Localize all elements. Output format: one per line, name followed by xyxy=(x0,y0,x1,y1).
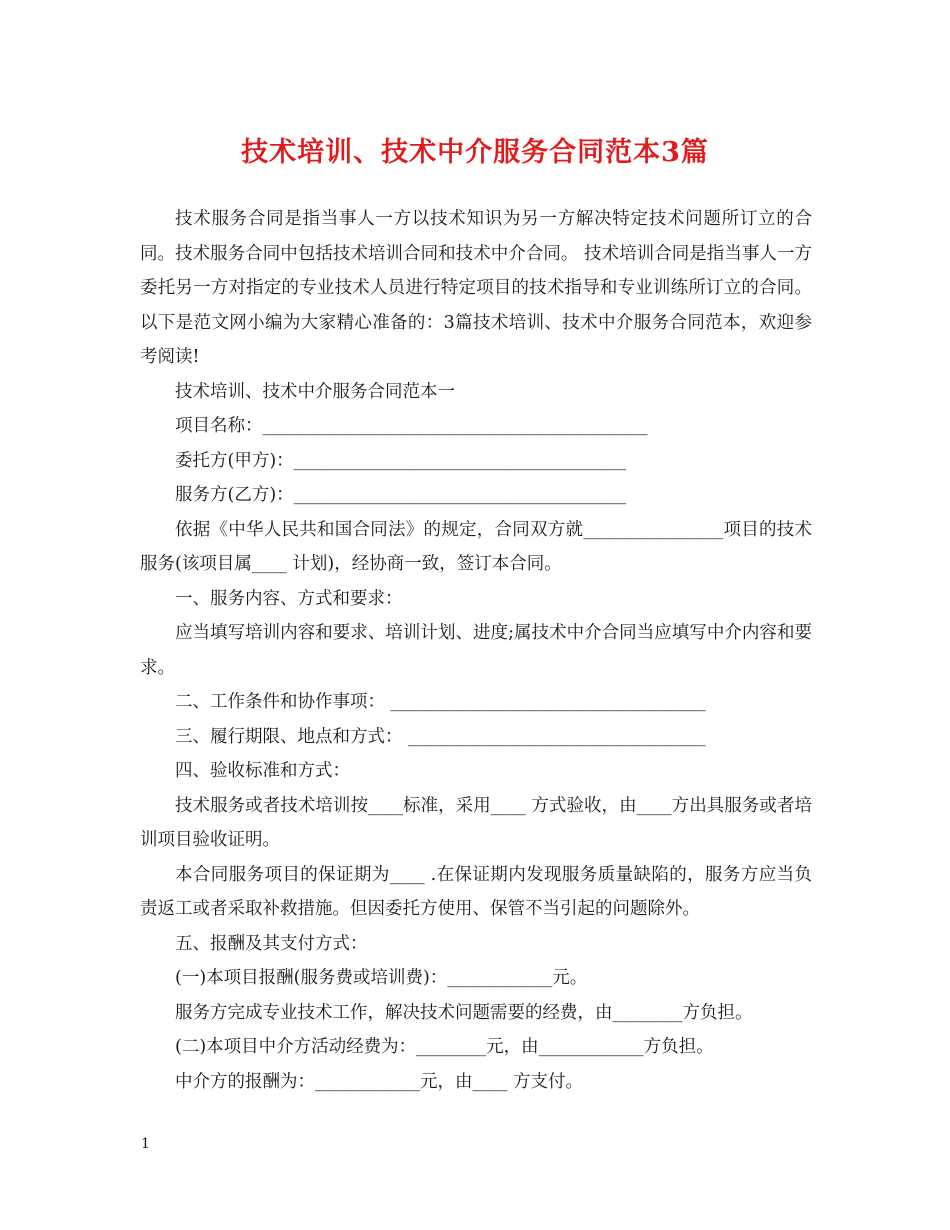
service-content-paragraph: 应当填写培训内容和要求、培训计划、进度;属技术中介合同当应填写中介内容和要求。 xyxy=(140,623,812,678)
document-body xyxy=(140,202,812,1099)
section-heading-contract-one: 技术培训、技术中介服务合同范本一 xyxy=(175,381,455,402)
clause-heading-work-conditions: 二、工作条件和协作事项： ____________________________________ xyxy=(175,692,706,712)
intro-paragraph: 技术服务合同是指当事人一方以技术知识为另一方解决特定技术问题所订立的合同。技术服务合同中包括技术培训合同和技术中介合同。 技术培训合同是指当事人一方委托另一方对指定的专业技术人员进行特定项目的技术指导和专业训练所订立的合同。以下是范文网小编为大家精心准备的：3篇技术培训、技术中介服务合同范本，欢迎参考阅读! xyxy=(140,209,812,367)
clause-heading-acceptance: 四、验收标准和方式： xyxy=(175,761,350,781)
document-title: 技术培训、技术中介服务合同范本3篇 xyxy=(241,137,709,168)
page-number: 1 xyxy=(141,1136,150,1152)
warranty-paragraph: 本合同服务项目的保证期为____ .在保证期内发现服务质量缺陷的，服务方应当负责返工或者采取补救措施。但因委托方使用、保管不当引起的问题除外。 xyxy=(140,864,812,919)
acceptance-paragraph: 技术服务或者技术培训按____标准，采用____ 方式验收，由____方出具服务或者培训项目验收证明。 xyxy=(140,795,812,850)
clause-heading-performance-term: 三、履行期限、地点和方式： __________________________________ xyxy=(175,726,706,747)
clause-heading-service-content: 一、服务内容、方式和要求： xyxy=(175,588,403,609)
client-party-line: 委托方(甲方)：______________________________________ xyxy=(175,450,627,471)
payment-fee-line: (一)本项目报酬(服务费或培训费)：____________元。 xyxy=(175,968,588,988)
payment-expense-line: 服务方完成专业技术工作，解决技术问题需要的经费，由________方负担。 xyxy=(175,1002,753,1023)
project-name-line: 项目名称：____________________________________________ xyxy=(175,416,648,436)
legal-basis-paragraph: 依据《中华人民共和国合同法》的规定，合同双方就________________项目的技术服务(该项目属____ 计划)，经协商一致，签订本合同。 xyxy=(140,519,812,574)
service-party-line: 服务方(乙方)：______________________________________ xyxy=(175,485,627,505)
intermediary-fee-line: 中介方的报酬为：____________元，由____ 方支付。 xyxy=(175,1071,584,1092)
intermediary-expense-line: (二)本项目中介方活动经费为：________元，由____________方负担。 xyxy=(175,1037,714,1057)
clause-heading-payment: 五、报酬及其支付方式： xyxy=(175,933,368,954)
